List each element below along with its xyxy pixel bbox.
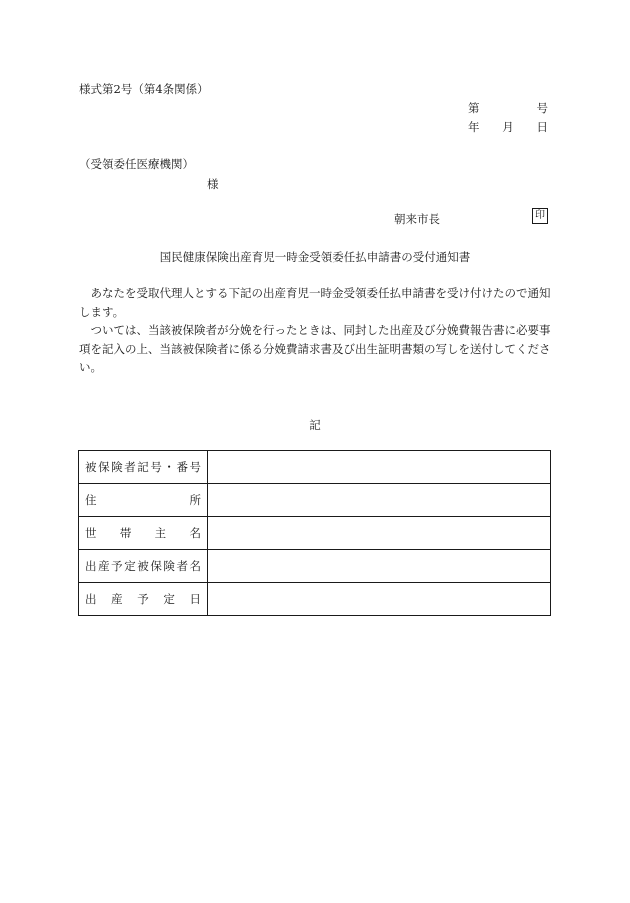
ki-heading: 記 [309,418,321,432]
label-char: 番 [176,460,188,474]
row-label-insured-number [79,451,208,484]
label-char: 出 [85,592,97,606]
label-char: 住 [85,493,97,507]
label-char: 被 [137,559,149,573]
label-char: 日 [189,592,201,606]
label-char: 世 [85,526,97,540]
table-row [79,484,551,517]
table-row [79,583,551,616]
label-char: 険 [163,559,175,573]
label-text [85,459,201,475]
date-day: 日 [536,120,548,134]
number-suffix: 号 [536,101,548,115]
label-char: 保 [98,460,110,474]
details-table [78,450,551,616]
label-char: 名 [189,526,201,540]
table-row [79,517,551,550]
label-text [85,558,201,574]
recipient-org: （受領委任医療機関） [79,157,194,171]
label-char: 被 [85,460,97,474]
label-char: 所 [189,493,201,507]
row-value-householder[interactable] [208,517,551,550]
label-char: 予 [111,559,123,573]
date-month: 月 [502,120,514,134]
label-char: 主 [154,526,167,540]
row-value-insured-number[interactable] [208,451,551,484]
label-char: 産 [98,559,110,573]
row-value-address[interactable] [208,484,551,517]
label-char: 険 [111,460,123,474]
row-label-address [79,484,208,517]
label-char: 者 [124,460,136,474]
row-label-expectant-insured [79,550,208,583]
document-number-line [468,100,548,116]
row-label-householder [79,517,208,550]
row-label-due-date [79,583,208,616]
label-char: 記 [137,460,149,474]
label-char: 名 [189,559,201,573]
recipient-honorific: 様 [207,177,219,191]
date-year: 年 [468,120,480,134]
body-paragraph: あなたを受取代理人とする下記の出産育児一時金受領委任払申請書を受け付けたので通知します。 [79,286,551,319]
label-char: 産 [111,592,123,606]
label-char: 定 [124,559,136,573]
form-number: 様式第2号（第4条関係） [79,82,209,96]
label-text [85,492,201,508]
document-title: 国民健康保険出産育児一時金受領委任払申請書の受付通知書 [159,250,471,264]
label-char: 号 [189,460,201,474]
label-text [85,591,201,607]
label-char: 保 [150,559,162,573]
row-value-due-date[interactable] [208,583,551,616]
row-value-expectant-insured[interactable] [208,550,551,583]
label-char: 予 [137,592,149,606]
label-char: 出 [85,559,97,573]
body-text [79,284,551,377]
label-char: 帯 [119,526,132,540]
date-line [468,119,548,135]
label-text [85,525,201,541]
number-prefix: 第 [468,101,480,115]
seal-mark: 印 [532,208,548,224]
label-char: 定 [163,592,175,606]
body-paragraph: ついては、当該被保険者が分娩を行ったときは、同封した出産及び分娩費報告書に必要事項を記入の上、当該被保険者に係る分娩費請求書及び出生証明書類の写しを送付してください。 [79,323,551,374]
label-char: 号 [150,460,162,474]
label-char: 者 [176,559,188,573]
issuer-title: 朝来市長 [394,212,440,226]
table-row [79,451,551,484]
label-char: ・ [163,460,175,474]
table-row [79,550,551,583]
